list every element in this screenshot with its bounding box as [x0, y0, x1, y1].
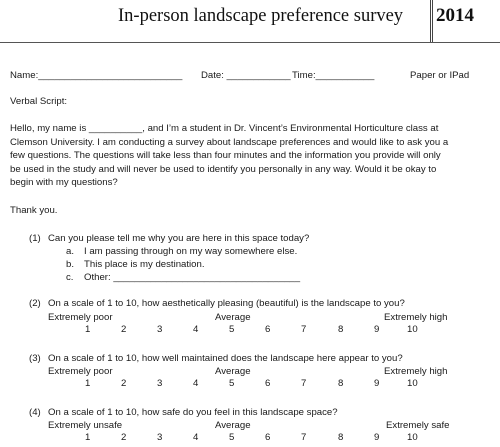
script-line: begin with my questions?: [10, 177, 118, 188]
scale-option[interactable]: 10: [407, 324, 418, 335]
q2-text: On a scale of 1 to 10, how aesthetically pleasing (beautiful) is the landscape to you?: [48, 298, 405, 309]
q1-option-b-letter: b.: [66, 259, 75, 270]
time-field[interactable]: Time:___________: [292, 70, 375, 81]
thank-you-text: Thank you.: [10, 205, 58, 216]
scale-option[interactable]: 3: [157, 378, 163, 389]
scale-option[interactable]: 4: [193, 324, 199, 335]
script-line: Clemson University. I am conducting a survey about landscape preferences and would like to ask you a: [10, 136, 449, 148]
mode-label: Paper or IPad: [410, 70, 470, 81]
scale-option[interactable]: 3: [157, 432, 163, 443]
q1-option-c[interactable]: Other: ___________________________________: [84, 272, 301, 283]
scale-option[interactable]: 8: [338, 432, 344, 443]
q4-mid-label: Average: [215, 420, 251, 431]
q1-option-a-letter: a.: [66, 246, 75, 257]
survey-header: [0, 0, 500, 43]
q2-number: (2): [29, 298, 41, 309]
header-divider-inner: [432, 0, 433, 42]
script-line: be used in the study and will never be used to identify you personally in any way. Would it be okay to: [10, 163, 437, 175]
q1-option-b[interactable]: This place is my destination.: [84, 259, 205, 270]
script-line: Hello, my name is __________, and I’m a student in Dr. Vincent’s Environmental Horticulture class at: [10, 123, 439, 134]
scale-option[interactable]: 6: [265, 378, 271, 389]
q2-scale: [0, 324, 500, 336]
name-field[interactable]: Name:___________________________: [10, 70, 183, 81]
scale-option[interactable]: 7: [301, 432, 307, 443]
q3-text: On a scale of 1 to 10, how well maintained does the landscape here appear to you?: [48, 353, 403, 364]
q3-mid-label: Average: [215, 366, 251, 377]
verbal-script-paragraph: [10, 122, 498, 190]
q3-number: (3): [29, 353, 41, 364]
q4-low-label: Extremely unsafe: [48, 420, 123, 431]
q1-text: Can you please tell me why you are here in this space today?: [48, 233, 310, 244]
q1-option-a[interactable]: I am passing through on my way somewhere else.: [84, 246, 298, 257]
scale-option[interactable]: 2: [121, 378, 127, 389]
scale-option[interactable]: 5: [229, 324, 235, 335]
q4-text: On a scale of 1 to 10, how safe do you feel in this landscape space?: [48, 407, 338, 418]
date-field[interactable]: Date: ____________: [201, 70, 291, 81]
scale-option[interactable]: 1: [85, 432, 91, 443]
scale-option[interactable]: 8: [338, 378, 344, 389]
q2-low-label: Extremely poor: [48, 312, 113, 323]
scale-option[interactable]: 5: [229, 378, 235, 389]
scale-option[interactable]: 1: [85, 378, 91, 389]
scale-option[interactable]: 9: [374, 378, 380, 389]
verbal-script-label: Verbal Script:: [10, 96, 68, 107]
q2-mid-label: Average: [215, 312, 251, 323]
scale-option[interactable]: 9: [374, 324, 380, 335]
q4-high-label: Extremely safe: [386, 420, 450, 431]
q2-high-label: Extremely high: [384, 312, 448, 323]
scale-option[interactable]: 3: [157, 324, 163, 335]
q1-option-c-letter: c.: [66, 272, 74, 283]
q3-scale: [0, 378, 500, 390]
scale-option[interactable]: 4: [193, 378, 199, 389]
survey-title: In-person landscape preference survey: [118, 6, 404, 26]
scale-option[interactable]: 2: [121, 432, 127, 443]
scale-option[interactable]: 6: [265, 324, 271, 335]
scale-option[interactable]: 5: [229, 432, 235, 443]
scale-option[interactable]: 9: [374, 432, 380, 443]
scale-option[interactable]: 7: [301, 324, 307, 335]
scale-option[interactable]: 6: [265, 432, 271, 443]
scale-option[interactable]: 4: [193, 432, 199, 443]
scale-option[interactable]: 1: [85, 324, 91, 335]
scale-option[interactable]: 10: [407, 378, 418, 389]
scale-option[interactable]: 8: [338, 324, 344, 335]
q3-high-label: Extremely high: [384, 366, 448, 377]
q1-number: (1): [29, 233, 41, 244]
q4-scale: [0, 432, 500, 444]
script-line: few questions. The questions will take less than four minutes and the information you provide will only: [10, 150, 441, 161]
scale-option[interactable]: 7: [301, 378, 307, 389]
scale-option[interactable]: 10: [407, 432, 418, 443]
q3-low-label: Extremely poor: [48, 366, 113, 377]
survey-year: 2014: [436, 5, 474, 26]
scale-option[interactable]: 2: [121, 324, 127, 335]
header-divider: [430, 0, 431, 42]
q4-number: (4): [29, 407, 41, 418]
